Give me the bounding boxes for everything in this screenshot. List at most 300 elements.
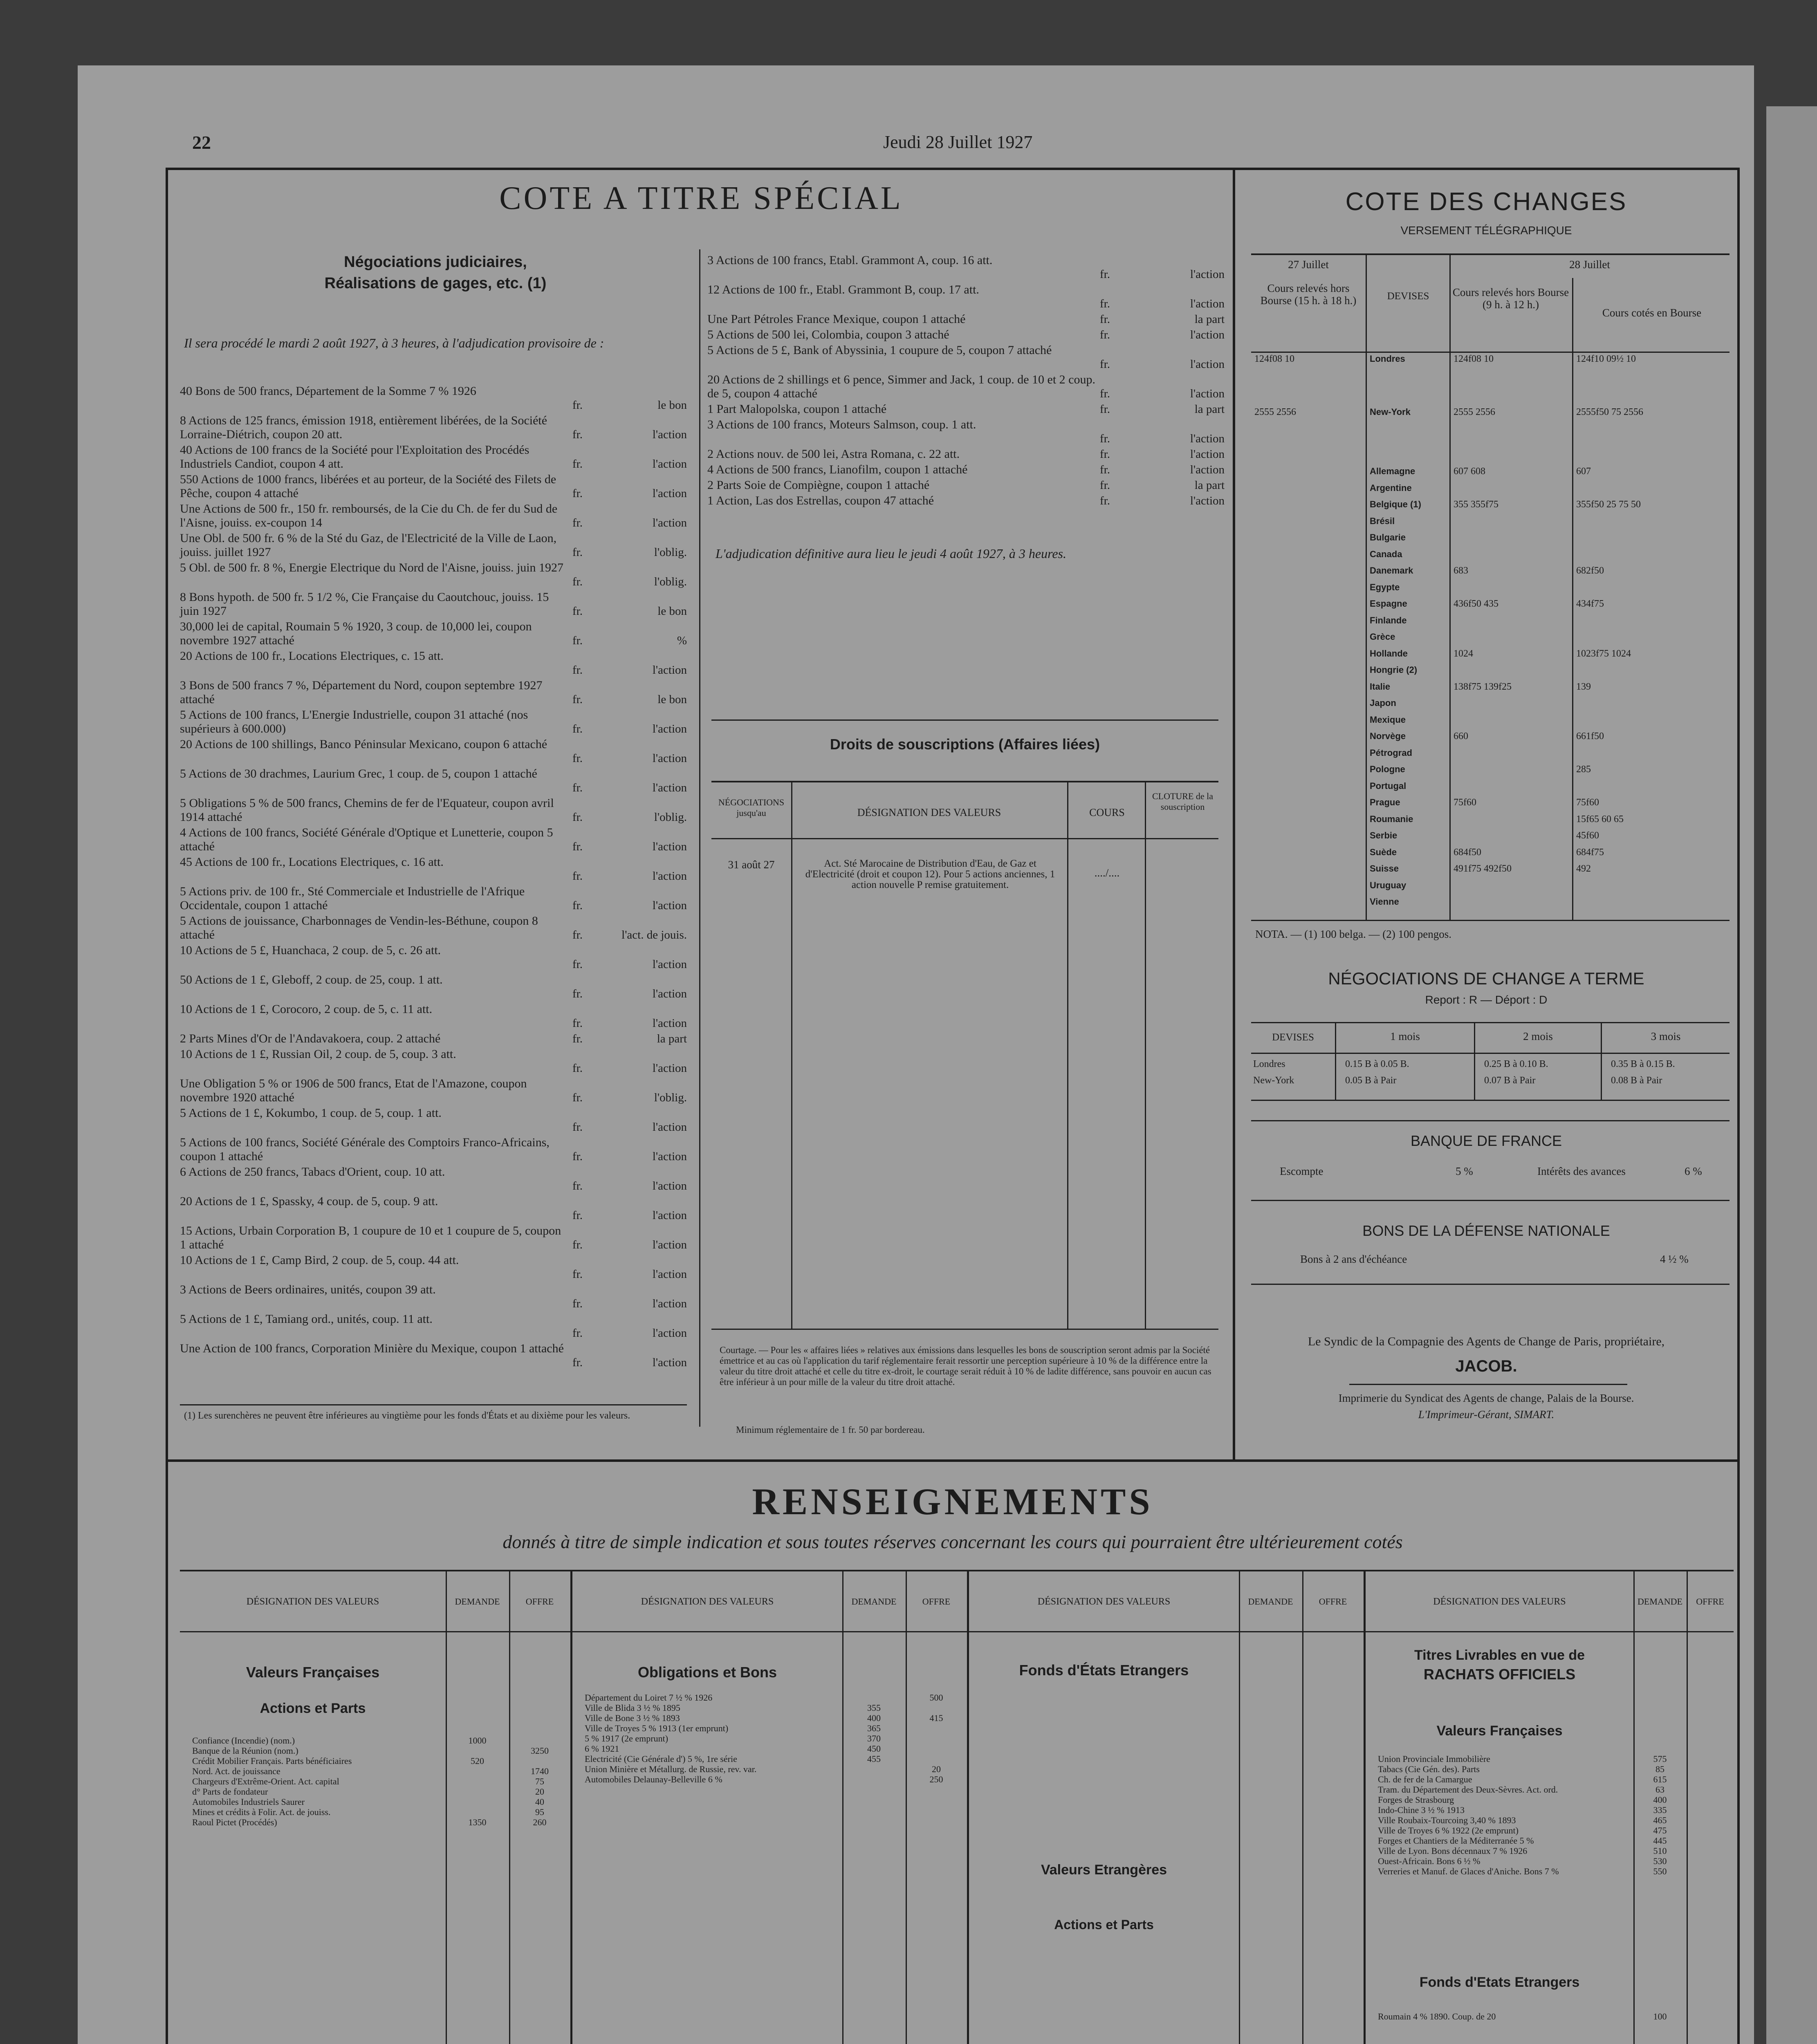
adjudication-item-text: 5 Obl. de 500 fr. 8 %, Energie Electrique du Nord de l'Aisne, jouiss. juin 1927: [180, 561, 564, 574]
rens-demande-line: [1239, 1570, 1240, 2044]
fr-label: fr.: [572, 781, 583, 794]
page-number: 22: [192, 132, 211, 153]
changes-col-bourse: Cours cotés en Bourse: [1602, 307, 1702, 319]
adjudication-unit: l'act. de jouis.: [621, 928, 687, 941]
fr-label: fr.: [572, 752, 583, 765]
rens-c1-valeurs-francaises: Valeurs Françaises: [246, 1664, 380, 1681]
changes-devise: Bulgarie: [1370, 532, 1406, 542]
rens-row-name: Ville de Troyes 6 % 1922 (2e emprunt): [1378, 1825, 1519, 1836]
rens-row-demande: 1350: [468, 1817, 487, 1827]
rens-row-demande: 400: [1653, 1795, 1667, 1805]
adjudication-unit: l'oblig.: [654, 811, 687, 824]
terme-3-mois: 0.08 B à Pair: [1611, 1075, 1662, 1086]
adjudication-item-text: Une Actions de 500 fr., 150 fr. remboursés, de la Cie du Ch. de fer du Sud de l'Aisne, jouiss. ex-coupon 14: [180, 502, 558, 529]
rens-row-demande: 355: [867, 1703, 881, 1713]
droits-courtage: Courtage. — Pour les « affaires liées » relatives aux émissions dans lesquelles les bons de souscription seront admis par la Société émettrice et au cas où l'application du tarif réglementaire ferait ressortir une perception supérieure à 10 % de la différence entre la valeur du titre droit attaché et celle du titre ex-droit, le courtage serait réduit à 10 % de ladite différence, sans pouvoir en aucun cas être inférieur à un pour mille de la valeur du titre droit attaché.: [720, 1345, 1211, 1387]
changes-date-27: 27 Juillet: [1288, 258, 1329, 271]
adjudication-item-text: 10 Actions de 1 £, Corocoro, 2 coup. de 5, c. 11 att.: [180, 1002, 433, 1016]
bons-label: Bons à 2 ans d'échéance: [1300, 1253, 1407, 1265]
adjudication-item-text: 1 Part Malopolska, coupon 1 attaché: [707, 402, 887, 416]
fr-label: fr.: [572, 1297, 583, 1310]
rens-c2-obligations: Obligations et Bons: [637, 1664, 777, 1681]
rens-c1-actions-parts: Actions et Parts: [260, 1701, 366, 1716]
adjudication-unit: l'action: [652, 457, 687, 471]
changes-devise: Pologne: [1370, 764, 1405, 774]
rens-header-designation: DÉSIGNATION DES VALEURS: [641, 1596, 774, 1607]
fr-label: fr.: [1100, 297, 1110, 310]
changes-devise: Hongrie (2): [1370, 665, 1418, 675]
changes-devise: Portugal: [1370, 780, 1406, 791]
changes-28-hors-value: 355 355f75: [1454, 499, 1498, 510]
rens-row-demande: 575: [1653, 1754, 1667, 1764]
adjudication-unit: la part: [1194, 479, 1225, 492]
adjudication-item-text: Une Action de 100 francs, Corporation Minière du Mexique, coupon 1 attaché: [180, 1342, 564, 1355]
rens-header-demande: DEMANDE: [851, 1596, 897, 1607]
changes-bourse-value: 492: [1576, 863, 1591, 874]
rens-row-name: Forges et Chantiers de la Méditerranée 5 %: [1378, 1836, 1534, 1846]
terme-3-mois: 0.35 B à 0.15 B.: [1611, 1059, 1675, 1069]
changes-bourse-value: 684f75: [1576, 847, 1604, 858]
adjudication-item-text: 40 Bons de 500 francs, Département de la Somme 7 % 1926: [180, 384, 476, 398]
adjudication-unit: la part: [1194, 313, 1225, 326]
adjudication-unit: l'action: [1190, 387, 1225, 400]
droits-title: Droits de souscriptions (Affaires liées): [830, 736, 1100, 753]
changes-devise: Londres: [1370, 354, 1405, 364]
droits-col-designation: DÉSIGNATION DES VALEURS: [857, 807, 1001, 818]
changes-devise: Canada: [1370, 549, 1402, 559]
changes-27-value: 2555 2556: [1254, 407, 1296, 417]
rens-header-demande: DEMANDE: [1248, 1596, 1293, 1607]
adjudication-item-text: 20 Actions de 100 fr., Locations Electriques, c. 15 att.: [180, 649, 444, 663]
adjudication-unit: l'action: [1190, 432, 1225, 445]
changes-devise: Suisse: [1370, 863, 1399, 874]
syndic-line: Le Syndic de la Compagnie des Agents de Change de Paris, propriétaire,: [1308, 1335, 1665, 1348]
changes-devise: Hollande: [1370, 648, 1408, 659]
fr-label: fr.: [572, 575, 583, 588]
rens-row-offre: 500: [929, 1692, 943, 1703]
fr-label: fr.: [1100, 358, 1110, 371]
rens-column-separator: [570, 1570, 572, 2044]
bons-title: BONS DE LA DÉFENSE NATIONALE: [1362, 1222, 1610, 1239]
rens-row-name: Forges de Strasbourg: [1378, 1795, 1454, 1805]
adjudication-item-text: 4 Actions de 500 francs, Lianofilm, coupon 1 attaché: [707, 463, 968, 476]
adjudication-item-text: 5 Obligations 5 % de 500 francs, Chemins de fer de l'Equateur, coupon avril 1914 attaché: [180, 796, 554, 824]
changes-devise: Allemagne: [1370, 466, 1415, 476]
adjudication-item-text: 5 Actions priv. de 100 fr., Sté Commerciale et Industrielle de l'Afrique Occidentale, coupon 1 attaché: [180, 885, 525, 912]
adjudication-unit: l'action: [1190, 463, 1225, 476]
fr-label: fr.: [572, 1017, 583, 1030]
terme-1-mois: 0.15 B à 0.05 B.: [1345, 1059, 1409, 1069]
adjudication-item-text: 5 Actions de 100 francs, L'Energie Industrielle, coupon 31 attaché (nos supérieurs à 600.000): [180, 708, 528, 735]
adjudication-unit: l'action: [652, 1017, 687, 1030]
rens-offre-line: [1687, 1570, 1688, 2044]
droits-col-negociations: NÉGOCIATIONS jusqu'au: [718, 797, 785, 818]
rens-row-name: Ville de Troyes 5 % 1913 (1er emprunt): [585, 1723, 729, 1733]
changes-title: COTE DES CHANGES: [1345, 188, 1627, 216]
imprimerie: Imprimerie du Syndicat des Agents de change, Palais de la Bourse.: [1338, 1392, 1634, 1404]
changes-subtitle: VERSEMENT TÉLÉGRAPHIQUE: [1400, 224, 1572, 237]
terme-devise: New-York: [1253, 1075, 1294, 1086]
rens-row-demande: 550: [1653, 1866, 1667, 1876]
rens-column-separator: [967, 1570, 969, 2044]
terme-2-mois: 0.25 B à 0.10 B.: [1484, 1059, 1548, 1069]
rens-row-name: d° Parts de fondateur: [192, 1786, 268, 1797]
changes-bourse-value: 2555f50 75 2556: [1576, 407, 1643, 417]
droits-row-designation: Act. Sté Marocaine de Distribution d'Eau, de Gaz et d'Electricité (droit et coupon 12). Pour 5 actions anciennes, 1 action nouvelle P remise gratuitement.: [805, 858, 1055, 890]
fr-label: fr.: [1100, 328, 1110, 341]
cote-titre-sub1: Négociations judiciaires,: [344, 253, 527, 271]
rens-row-demande: 100: [1653, 2011, 1667, 2022]
changes-bourse-value: 75f60: [1576, 797, 1599, 808]
rens-row-demande: 465: [1653, 1815, 1667, 1825]
adjudication-unit: l'oblig.: [654, 575, 687, 588]
adjudication-item-text: 20 Actions de 1 £, Spassky, 4 coup. de 5, coup. 9 att.: [180, 1195, 438, 1208]
rens-c4-titres-livrables: Titres Livrables en vue de: [1414, 1647, 1585, 1663]
rens-row-name: Département du Loiret 7 ½ % 1926: [585, 1692, 713, 1703]
changes-devise: Grèce: [1370, 632, 1395, 642]
fr-label: fr.: [572, 693, 583, 706]
adjudication-item-text: 3 Actions de 100 francs, Moteurs Salmson, coup. 1 att.: [707, 418, 976, 431]
rens-row-offre: 20: [932, 1764, 941, 1774]
rens-c3-fonds-etrangers: Fonds d'États Etrangers: [1019, 1662, 1189, 1679]
rens-header-designation: DÉSIGNATION DES VALEURS: [246, 1596, 379, 1607]
adjudication-item-text: 2 Parts Soie de Compiègne, coupon 1 attaché: [707, 478, 930, 492]
rens-row-demande: 85: [1655, 1764, 1664, 1774]
adjudication-item-text: Une Obl. de 500 fr. 6 % de la Sté du Gaz, de l'Electricité de la Ville de Laon, jouiss. juillet 1927: [180, 531, 557, 559]
fr-label: fr.: [572, 1062, 583, 1075]
rens-row-demande: 335: [1653, 1805, 1667, 1815]
rens-row-demande: 455: [867, 1754, 881, 1764]
changes-devise: Belgique (1): [1370, 499, 1421, 509]
imprimeur-gerant: L'Imprimeur-Gérant, SIMART.: [1418, 1408, 1555, 1421]
rens-row-demande: 1000: [468, 1735, 487, 1746]
rens-offre-line: [906, 1570, 907, 2044]
adjudication-item-text: 20 Actions de 2 shillings et 6 pence, Simmer and Jack, 1 coup. de 10 et 2 coup. de 5, coupon 4 attaché: [707, 373, 1095, 400]
cote-titre-title: COTE A TITRE SPÉCIAL: [499, 180, 903, 216]
terme-1-mois: 0.05 B à Pair: [1345, 1075, 1397, 1086]
rens-row-name: Banque de la Réunion (nom.): [192, 1746, 298, 1756]
rens-header-demande: DEMANDE: [1638, 1596, 1682, 1607]
changes-devise: Suède: [1370, 847, 1397, 857]
changes-28-hors-value: 683: [1454, 565, 1468, 576]
rens-row-offre: 20: [535, 1786, 544, 1797]
adjudication-item-text: Une Part Pétroles France Mexique, coupon 1 attaché: [707, 312, 966, 326]
rens-row-name: Electricité (Cie Générale d') 5 %, 1re série: [585, 1754, 737, 1764]
adjudication-item-text: 5 Actions de 500 lei, Colombia, coupon 3 attaché: [707, 328, 949, 341]
changes-28-hors-value: 607 608: [1454, 466, 1485, 477]
adjudication-unit: l'action: [652, 516, 687, 529]
banque-interets-label: Intérêts des avances: [1537, 1165, 1626, 1177]
adjudication-unit: le bon: [657, 693, 687, 706]
adjudication-unit: l'action: [652, 722, 687, 735]
changes-devise: Vienne: [1370, 896, 1399, 907]
adjudication-item-text: 5 Actions de jouissance, Charbonnages de Vendin-les-Béthune, coupon 8 attaché: [180, 914, 538, 941]
adjudication-unit: l'action: [652, 1150, 687, 1163]
changes-devise: Norvège: [1370, 731, 1406, 741]
adjudication-item-text: 10 Actions de 1 £, Camp Bird, 2 coup. de 5, coup. 44 att.: [180, 1253, 459, 1267]
rens-header-offre: OFFRE: [1696, 1596, 1724, 1607]
adjudication-unit: l'action: [652, 1297, 687, 1310]
adjudication-item-text: 3 Actions de 100 francs, Etabl. Grammont A, coup. 16 att.: [707, 253, 993, 267]
adjudication-item-text: 45 Actions de 100 fr., Locations Electriques, c. 16 att.: [180, 855, 444, 869]
rens-row-offre: 95: [535, 1807, 544, 1817]
fr-label: fr.: [572, 1327, 583, 1340]
rens-title: RENSEIGNEMENTS: [752, 1481, 1153, 1522]
adjudication-item-text: 30,000 lei de capital, Roumain 5 % 1920, 3 coup. de 10,000 lei, coupon novembre 1927 attaché: [180, 620, 532, 647]
fr-label: fr.: [572, 634, 583, 647]
rens-header-designation: DÉSIGNATION DES VALEURS: [1433, 1596, 1566, 1607]
changes-devise: Uruguay: [1370, 880, 1406, 890]
rens-row-name: Mines et crédits à Folir. Act. de jouiss.: [192, 1807, 331, 1817]
rens-header-offre: OFFRE: [922, 1596, 951, 1607]
rens-row-name: Confiance (Incendie) (nom.): [192, 1735, 295, 1746]
fr-label: fr.: [572, 722, 583, 735]
fr-label: fr.: [572, 1150, 583, 1163]
rens-header-offre: OFFRE: [1319, 1596, 1347, 1607]
fr-label: fr.: [1100, 448, 1110, 461]
rens-row-name: Ville de Bone 3 ½ % 1893: [585, 1713, 680, 1723]
rens-offre-line: [1302, 1570, 1303, 2044]
rens-row-name: Ouest-Africain. Bons 6 ½ %: [1378, 1856, 1481, 1866]
adjudication-item-text: 3 Actions de Beers ordinaires, unités, coupon 39 att.: [180, 1283, 436, 1296]
fr-label: fr.: [572, 840, 583, 853]
droits-minimum: Minimum réglementaire de 1 fr. 50 par bordereau.: [736, 1425, 925, 1435]
fr-label: fr.: [572, 958, 583, 971]
rens-demande-line: [842, 1570, 843, 2044]
changes-28-hors-value: 660: [1454, 731, 1468, 742]
rens-row-demande: 510: [1653, 1846, 1667, 1856]
terme-col-devises: DEVISES: [1272, 1032, 1314, 1043]
adjudication-unit: l'action: [1190, 268, 1225, 281]
changes-devise: Roumanie: [1370, 814, 1413, 824]
adjudication-unit: l'action: [652, 840, 687, 853]
changes-27-value: 124f08 10: [1254, 354, 1294, 364]
adjudication-unit: l'action: [652, 958, 687, 971]
rens-row-demande: 400: [867, 1713, 881, 1723]
adjudication-unit: l'action: [652, 1209, 687, 1222]
changes-bourse-value: 139: [1576, 681, 1591, 692]
adjudication-unit: l'action: [652, 870, 687, 883]
rens-row-demande: 475: [1653, 1825, 1667, 1836]
terme-col-3-mois: 3 mois: [1651, 1030, 1681, 1042]
adjudication-unit: l'action: [1190, 328, 1225, 341]
fr-label: fr.: [572, 1032, 583, 1045]
fr-label: fr.: [572, 1238, 583, 1251]
adjudication-unit: l'action: [1190, 494, 1225, 507]
fr-label: fr.: [572, 1121, 583, 1134]
fr-label: fr.: [572, 457, 583, 471]
fr-label: fr.: [572, 899, 583, 912]
changes-devise: Argentine: [1370, 482, 1412, 493]
rens-row-demande: 370: [867, 1733, 881, 1744]
changes-28-hors-value: 138f75 139f25: [1454, 681, 1512, 692]
rens-row-offre: 250: [929, 1774, 943, 1784]
changes-28-hors-value: 124f08 10: [1454, 354, 1494, 364]
fr-label: fr.: [572, 870, 583, 883]
cote-titre-sub2: Réalisations de gages, etc. (1): [324, 275, 547, 292]
fr-label: fr.: [572, 811, 583, 824]
terme-2-mois: 0.07 B à Pair: [1484, 1075, 1536, 1086]
changes-28-hors-value: 1024: [1454, 648, 1473, 659]
rens-row-name: Ch. de fer de la Camargue: [1378, 1774, 1472, 1784]
adjudication-unit: la part: [1194, 403, 1225, 416]
changes-devise: Prague: [1370, 797, 1400, 807]
changes-devise: Finlande: [1370, 615, 1407, 625]
rens-row-demande: 365: [867, 1723, 881, 1733]
adjudication-unit: l'oblig.: [654, 1091, 687, 1104]
fr-label: fr.: [572, 487, 583, 500]
changes-bourse-value: 434f75: [1576, 598, 1604, 609]
adjudication-item-text: 10 Actions de 1 £, Russian Oil, 2 coup. de 5, coup. 3 att.: [180, 1047, 456, 1061]
changes-date-28: 28 Juillet: [1569, 258, 1610, 271]
fr-label: fr.: [1100, 432, 1110, 445]
adjudication-unit: l'action: [1190, 297, 1225, 310]
rens-row-name: 5 % 1917 (2e emprunt): [585, 1733, 668, 1744]
bons-value: 4 ½ %: [1660, 1253, 1689, 1265]
page-date: Jeudi 28 Juillet 1927: [883, 132, 1033, 152]
fr-label: fr.: [1100, 463, 1110, 476]
changes-devise: Mexique: [1370, 714, 1406, 725]
adjudication-unit: l'action: [652, 987, 687, 1000]
fr-label: fr.: [1100, 387, 1110, 400]
fr-label: fr.: [572, 399, 583, 412]
changes-28-hors-value: 436f50 435: [1454, 598, 1498, 609]
rens-row-name: Tram. du Département des Deux-Sèvres. Act. ord.: [1378, 1784, 1558, 1795]
changes-col-hors-bourse-28: Cours relevés hors Bourse (9 h. à 12 h.): [1452, 286, 1569, 311]
terme-sub: Report : R — Déport : D: [1425, 993, 1548, 1006]
fr-label: fr.: [572, 928, 583, 941]
changes-devise: Egypte: [1370, 582, 1400, 592]
adjudication-unit: l'action: [652, 663, 687, 677]
cote-titre-footnote: (1) Les surenchères ne peuvent être inférieures au vingtième pour les fonds d'États et au dixième pour les valeurs.: [184, 1410, 630, 1421]
adjudication-item-text: Une Obligation 5 % or 1906 de 500 francs, Etat de l'Amazone, coupon novembre 1920 attaché: [180, 1077, 527, 1104]
rens-row-name: Ville de Blida 3 ½ % 1895: [585, 1703, 680, 1713]
rens-c4-valeurs-francaises: Valeurs Françaises: [1436, 1723, 1563, 1739]
adjudication-unit: l'action: [652, 428, 687, 441]
changes-28-hors-value: 2555 2556: [1454, 407, 1495, 417]
adjudication-item-text: 5 Actions de 30 drachmes, Laurium Grec, 1 coup. de 5, coupon 1 attaché: [180, 767, 537, 780]
adjudication-item-text: 12 Actions de 100 fr., Etabl. Grammont B, coup. 17 att.: [707, 283, 979, 296]
adjudication-unit: le bon: [657, 399, 687, 412]
banque-title: BANQUE DE FRANCE: [1410, 1132, 1562, 1149]
adjudication-item-text: 4 Actions de 100 francs, Société Générale d'Optique et Lunetterie, coupon 5 attaché: [180, 826, 553, 853]
syndic-name: JACOB.: [1455, 1357, 1517, 1375]
adjudication-unit: l'action: [652, 1356, 687, 1369]
rens-row-demande: 615: [1653, 1774, 1667, 1784]
changes-bourse-value: 45f60: [1576, 830, 1599, 841]
adjudication-unit: l'action: [652, 487, 687, 500]
adjudication-item-text: 10 Actions de 5 £, Huanchaca, 2 coup. de 5, c. 26 att.: [180, 944, 441, 957]
rens-c3-actions-parts: Actions et Parts: [1054, 1917, 1154, 1932]
changes-nota: NOTA. — (1) 100 belga. — (2) 100 pengos.: [1255, 928, 1452, 940]
adjudication-item-text: 50 Actions de 1 £, Gleboff, 2 coup. de 25, coup. 1 att.: [180, 973, 443, 986]
fr-label: fr.: [572, 987, 583, 1000]
fr-label: fr.: [1100, 313, 1110, 326]
rens-row-name: Union Minière et Métallurg. de Russie, rev. var.: [585, 1764, 757, 1774]
adjudication-item-text: 5 Actions de 5 £, Bank of Abyssinia, 1 coupure de 5, coupon 7 attaché: [707, 343, 1052, 357]
rens-row-demande: 450: [867, 1744, 881, 1754]
rens-row-name: Automobiles Industriels Saurer: [192, 1797, 305, 1807]
droits-col-cloture: CLOTURE de la souscription: [1152, 791, 1214, 812]
rens-header-designation: DÉSIGNATION DES VALEURS: [1037, 1596, 1171, 1607]
changes-devise: Pétrograd: [1370, 747, 1412, 758]
changes-bourse-value: 285: [1576, 764, 1591, 775]
adjudication-unit: l'action: [652, 899, 687, 912]
changes-devise: Japon: [1370, 698, 1396, 708]
adjudication-unit: l'action: [652, 1121, 687, 1134]
rens-demande-line: [446, 1570, 447, 2044]
rens-row-demande: 520: [471, 1756, 484, 1766]
adjudication-unit: l'action: [652, 1062, 687, 1075]
fr-label: fr.: [1100, 494, 1110, 507]
rens-row-name: Ville de Lyon. Bons décennaux 7 % 1926: [1378, 1846, 1528, 1856]
fr-label: fr.: [572, 663, 583, 677]
fr-label: fr.: [572, 1179, 583, 1192]
terme-title: NÉGOCIATIONS DE CHANGE A TERME: [1328, 969, 1644, 988]
adjudication-unit: %: [677, 634, 687, 647]
changes-28-hors-value: 75f60: [1454, 797, 1476, 808]
adjudication-unit: l'action: [652, 1179, 687, 1192]
adjudication-item-text: 5 Actions de 1 £, Tamiang ord., unités, coup. 11 att.: [180, 1312, 433, 1326]
rens-row-name: Union Provinciale Immobilière: [1378, 1754, 1490, 1764]
changes-devise: Serbie: [1370, 830, 1398, 840]
adjudication-item-text: 2 Parts Mines d'Or de l'Andavakoera, coup. 2 attaché: [180, 1032, 441, 1045]
changes-28-hors-value: 491f75 492f50: [1454, 863, 1512, 874]
rens-row-name: Crédit Mobilier Français. Parts bénéficiaires: [192, 1756, 352, 1766]
changes-bourse-value: 355f50 25 75 50: [1576, 499, 1641, 510]
adjudication-item-text: 2 Actions nouv. de 500 lei, Astra Romana, c. 22 att.: [707, 447, 960, 461]
adjudication-item-text: 40 Actions de 100 francs de la Société pour l'Exploitation des Procédés Industriels Candiot, coupon 4 att.: [180, 443, 529, 471]
adjudication-unit: l'action: [1190, 448, 1225, 461]
fr-label: fr.: [1100, 268, 1110, 281]
rens-row-offre: 1740: [531, 1766, 549, 1776]
changes-devise: New-York: [1370, 407, 1411, 417]
rens-row-name: Indo-Chine 3 ½ % 1913: [1378, 1805, 1465, 1815]
rens-row-name: Chargeurs d'Extrême-Orient. Act. capital: [192, 1776, 339, 1786]
fr-label: fr.: [572, 516, 583, 529]
adjudication-item-text: 3 Bons de 500 francs 7 %, Département du Nord, coupon septembre 1927 attaché: [180, 679, 543, 706]
changes-bourse-value: 607: [1576, 466, 1591, 477]
adjudication-unit: la part: [657, 1032, 687, 1045]
fr-label: fr.: [572, 1356, 583, 1369]
droits-col-cours: COURS: [1089, 807, 1125, 818]
fr-label: fr.: [572, 1091, 583, 1104]
rens-row-offre: 415: [929, 1713, 943, 1723]
adjudication-item-text: 6 Actions de 250 francs, Tabacs d'Orient, coup. 10 att.: [180, 1165, 445, 1179]
changes-devise: Italie: [1370, 681, 1391, 692]
fr-label: fr.: [572, 428, 583, 441]
adjudication-unit: l'oblig.: [654, 546, 687, 559]
rens-row-name: Ville Roubaix-Tourcoing 3,40 % 1893: [1378, 1815, 1516, 1825]
changes-bourse-value: 124f10 09½ 10: [1576, 354, 1636, 364]
adjudication-item-text: 550 Actions de 1000 francs, libérées et au porteur, de la Société des Filets de Pêche, coupon 4 attaché: [180, 473, 556, 500]
adjudication-item-text: 15 Actions, Urbain Corporation B, 1 coupure de 10 et 1 coupure de 5, coupon 1 attaché: [180, 1224, 561, 1251]
rens-row-name: Roumain 4 % 1890. Coup. de 20: [1378, 2011, 1496, 2022]
rens-row-name: Automobiles Delaunay-Belleville 6 %: [585, 1774, 722, 1784]
adjudication-item-text: 8 Bons hypoth. de 500 fr. 5 1/2 %, Cie Française du Caoutchouc, jouiss. 15 juin 1927: [180, 590, 549, 618]
terme-col-1-mois: 1 mois: [1390, 1030, 1420, 1042]
fr-label: fr.: [1100, 479, 1110, 492]
changes-col-devises: DEVISES: [1387, 291, 1429, 302]
rens-subtitle: donnés à titre de simple indication et sous toutes réserves concernant les cours qui pourraient être ultérieurement cotés: [502, 1531, 1403, 1552]
adjudication-unit: l'action: [1190, 358, 1225, 371]
fr-label: fr.: [572, 546, 583, 559]
changes-bourse-value: 15f65 60 65: [1576, 814, 1624, 825]
rens-row-demande: 63: [1655, 1784, 1664, 1795]
changes-col-hors-bourse-27: Cours relevés hors Bourse (15 h. à 18 h.): [1260, 282, 1357, 307]
rens-c4-fonds-etrangers: Fonds d'Etats Etrangers: [1419, 1975, 1580, 1990]
rens-row-demande: 445: [1653, 1836, 1667, 1846]
